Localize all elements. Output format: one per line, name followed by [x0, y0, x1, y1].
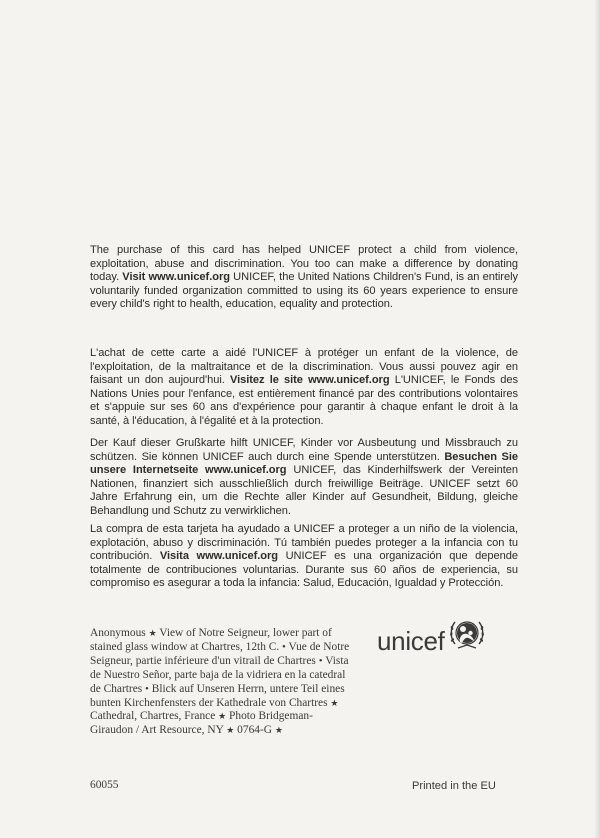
credit-text: Cathedral, Chartres, France: [90, 710, 219, 723]
website-link[interactable]: Visitez le site www.unicef.org: [229, 374, 390, 387]
credit-text: 0764-G: [234, 724, 275, 737]
credit-text: View of Notre Seigneur, lower part of stained glass window at Chartres, 12th C.: [90, 627, 332, 653]
paragraph-text: UNICEF es una organización que depende totalmente de contribuciones voluntarias. Durante sus 60 años de experiencia, su compromiso es asegurar a toda la infancia: Salud, Educación, Igualdad y Protección.: [90, 550, 518, 590]
paragraph-english: [90, 244, 518, 312]
credit-text: Vista de Nuestro Señor, parte baja de la vidriera en la catedral de Chartres: [90, 654, 349, 695]
unicef-logo: [377, 626, 486, 657]
star-separator: ★: [226, 725, 235, 736]
star-separator: ★: [218, 711, 227, 722]
logo-wordmark: unicef: [377, 626, 445, 656]
product-code: 60055: [90, 779, 119, 791]
paragraph-text: UNICEF, das Kinderhilfswerk der Vereinten Nationen, finanziert sich ausschließlich durch freiwillige Beiträge. UNICEF setzt 60 Jahre Erfahrung ein, um die Rechte aller Kinder auf Gesundheit, Bildung, gleiche Behandlung und Schutz zu verwirklichen.: [90, 464, 518, 517]
bullet-separator: •: [282, 640, 286, 653]
paragraph-french: [90, 347, 518, 429]
credit-text: Photo Bridgeman-Giraudon / Art Resource, NY: [90, 710, 313, 737]
paragraph-text: L'UNICEF, le Fonds des Nations Unies pour l'enfance, est entièrement financé par des contributions volontaires et s'appuie sur ses 60 ans d'expérience pour garantir à chaque enfant le droit à la santé, à l'éducation, à l'égalité et à la protection.: [90, 374, 518, 427]
credit-text: Vue de Notre Seigneur, partie inférieure d'un vitrail de Chartres: [90, 640, 350, 667]
unicef-emblem-icon: [448, 618, 486, 657]
credit-text: Blick auf Unseren Herrn, untere Teil eines bunten Kirchenfensters der Kathedrale von Chartres: [90, 682, 345, 709]
star-separator: ★: [274, 725, 283, 736]
bullet-separator: •: [145, 682, 149, 695]
star-separator: ★: [330, 697, 339, 708]
website-link[interactable]: Visit www.unicef.org: [122, 271, 230, 284]
paragraph-spanish: [90, 523, 518, 591]
paragraph-german: [90, 437, 518, 519]
paragraph-text: Der Kauf dieser Grußkarte hilft UNICEF, Kinder vor Ausbeutung und Missbrauch zu schützen. Sie können UNICEF auch durch eine Spende unterstützen.: [90, 437, 518, 463]
paragraph-text: UNICEF, the United Nations Children's Fund, is an entirely voluntarily funded organization committed to using its 60 years experience to ensure every child's right to health, education, equality and protection.: [90, 271, 518, 311]
paragraph-text: La compra de esta tarjeta ha ayudado a UNICEF a proteger a un niño de la violencia, explotación, abuso y discriminación. Tú también puedes proteger a la infancia con tu contribución.: [90, 523, 518, 563]
paragraph-text: The purchase of this card has helped UNICEF protect a child from violence, exploitation, abuse and discrimination. You too can make a difference by donating today.: [90, 244, 518, 284]
star-separator: ★: [148, 628, 157, 638]
printed-in-label: Printed in the EU: [412, 780, 496, 792]
website-link[interactable]: Besuchen Sie unsere Internetseite www.unicef.org: [90, 450, 518, 477]
credit-author: Anonymous: [90, 627, 146, 639]
bullet-separator: •: [318, 654, 323, 667]
artwork-credits: [90, 627, 355, 738]
website-link[interactable]: Visita www.unicef.org: [159, 550, 279, 563]
page-edge: [594, 0, 600, 838]
paragraph-text: L'achat de cette carte a aidé l'UNICEF à protéger un enfant de la violence, de l'exploitation, de la maltraitance et de la discrimination. Vous aussi pouvez agir en faisant un don aujourd'hui.: [90, 347, 518, 387]
